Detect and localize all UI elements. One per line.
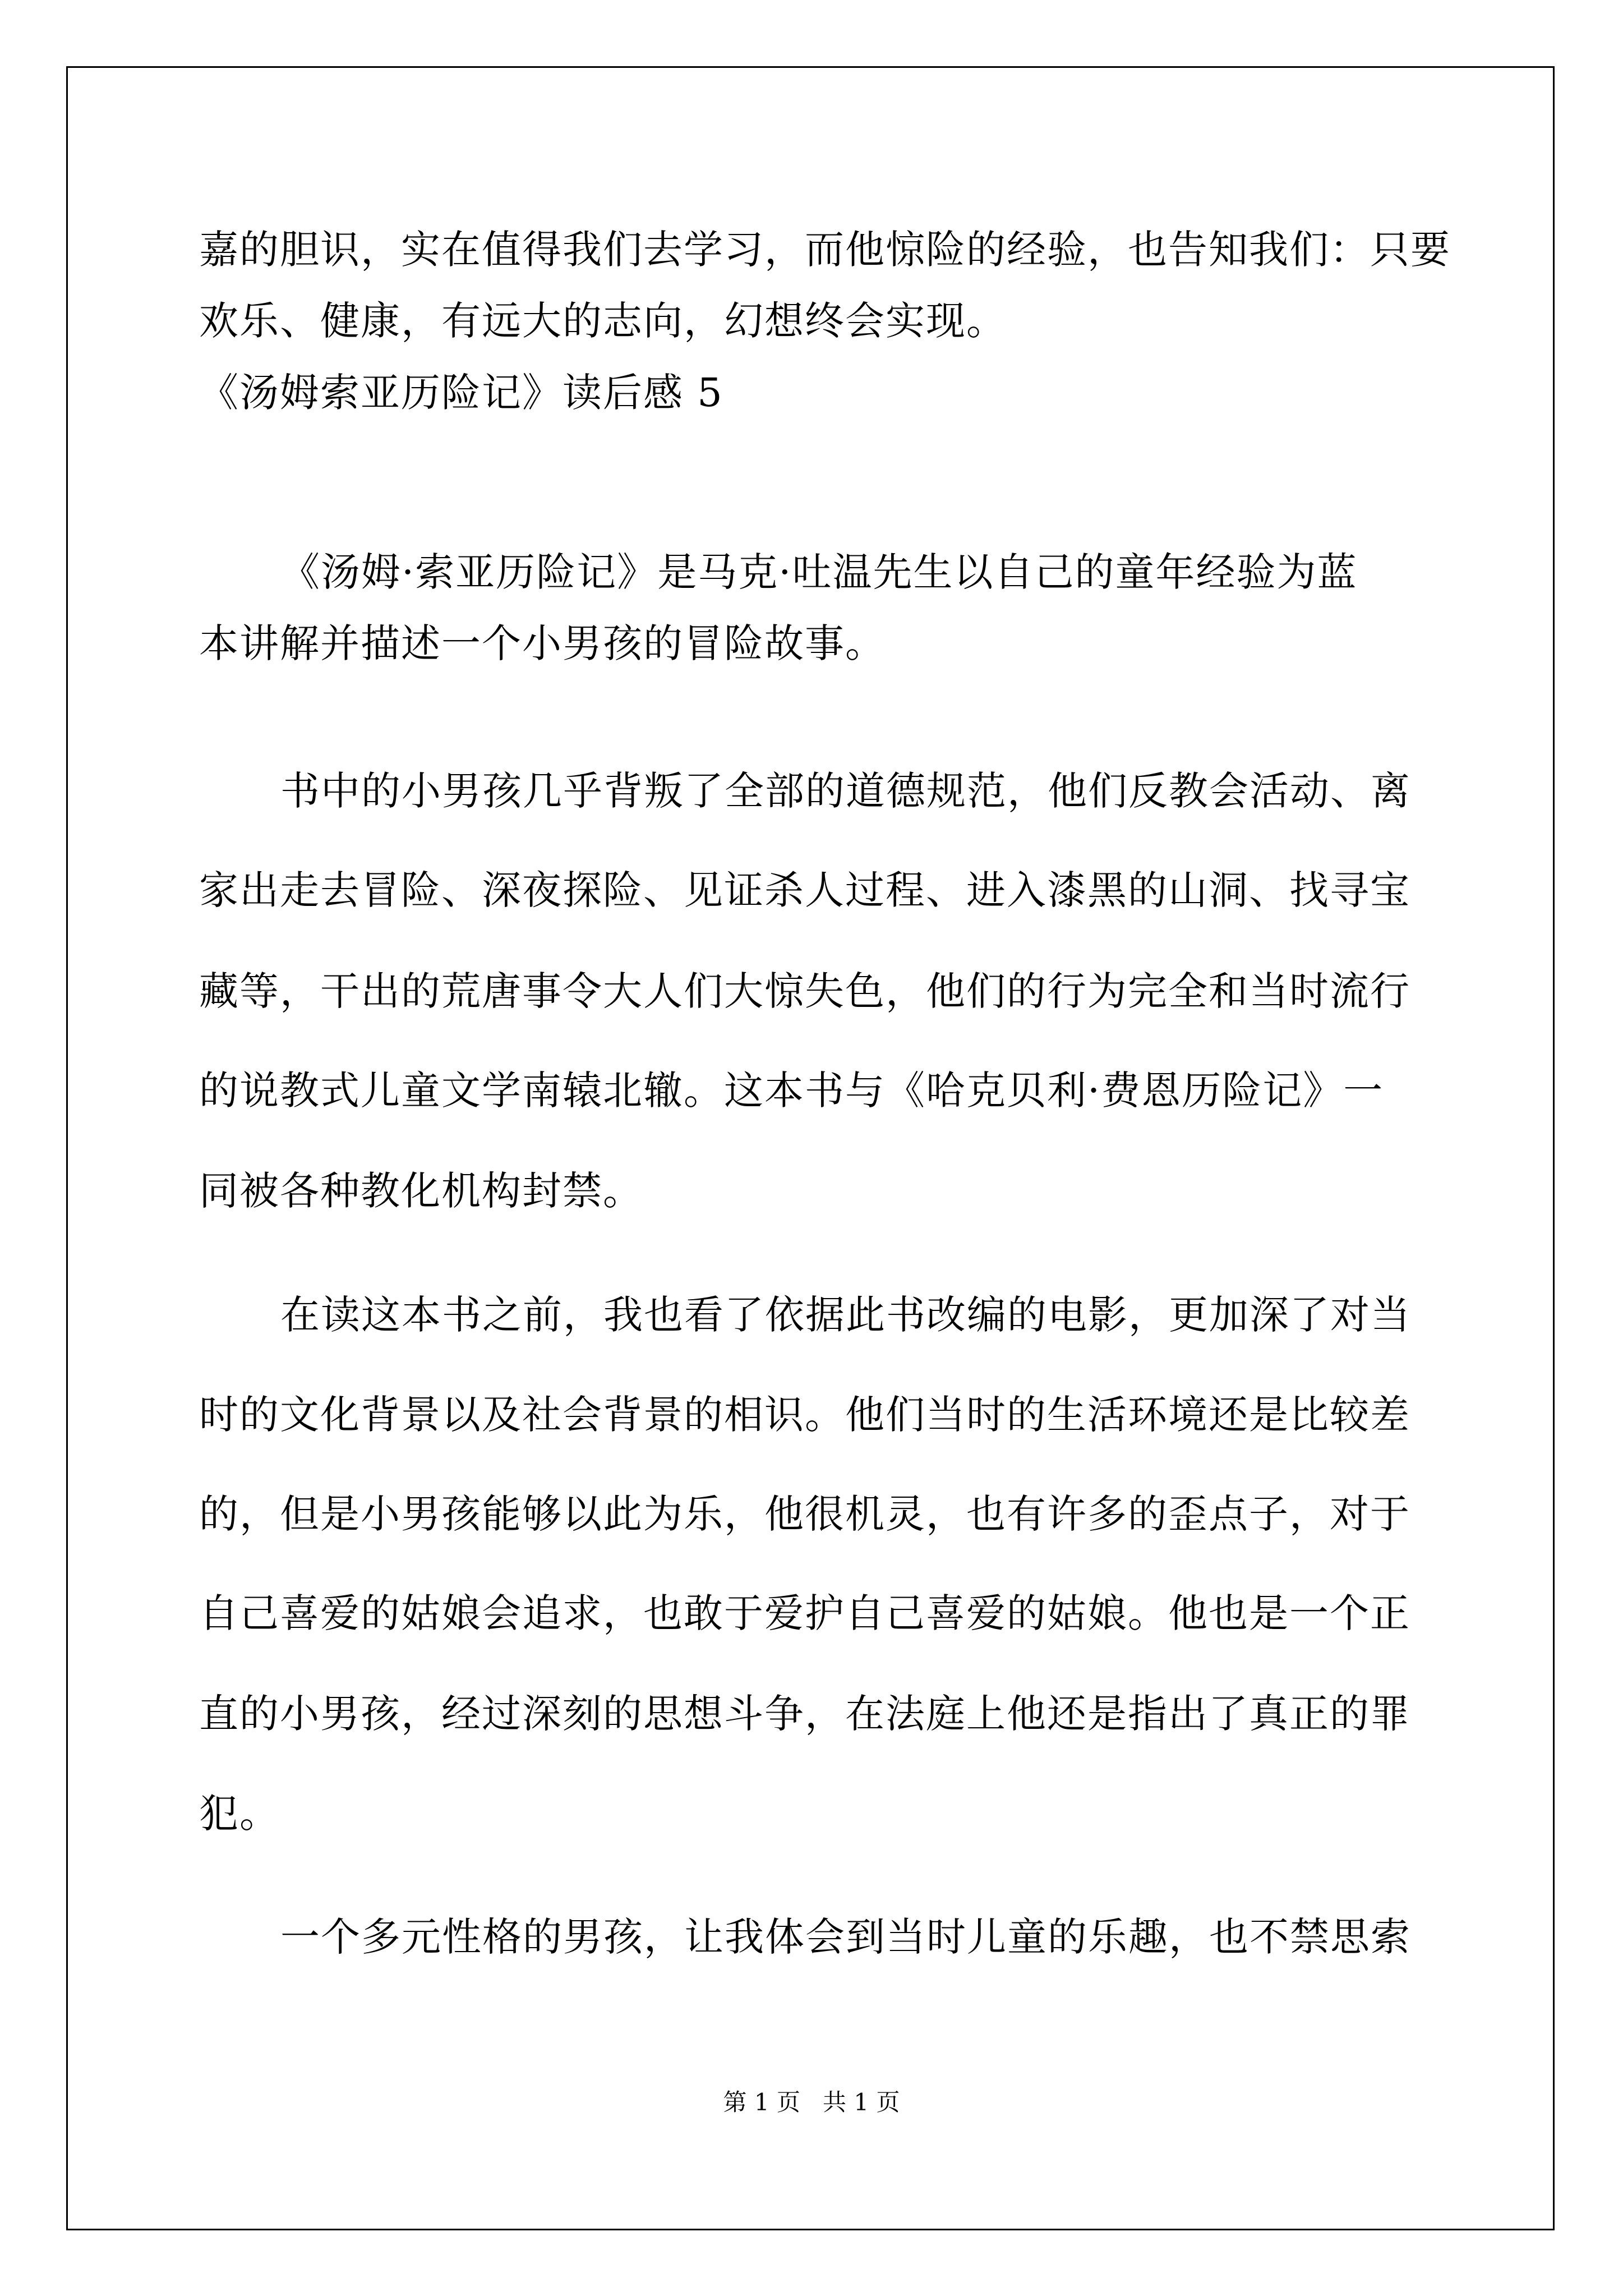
paragraph-first-line: 《汤姆·索亚历险记》是马克·吐温先生以自己的童年经验为蓝: [280, 549, 1358, 595]
paragraph-first-line: 书中的小男孩几乎背叛了全部的道德规范，他们反教会活动、离: [280, 768, 1411, 814]
body-text-line: 嘉的胆识，实在值得我们去学习，而他惊险的经验，也告知我们：只要: [199, 227, 1451, 273]
body-text-line: 家出走去冒险、深夜探险、见证杀人过程、进入漆黑的山洞、找寻宝: [199, 867, 1410, 913]
body-text-line: 直的小男孩，经过深刻的思想斗争，在法庭上他还是指出了真正的罪: [199, 1691, 1410, 1737]
paragraph-first-line: 一个多元性格的男孩，让我体会到当时儿童的乐趣，也不禁思索: [280, 1914, 1411, 1960]
body-text-line: 欢乐、健康，有远大的志向，幻想终会实现。: [199, 298, 1007, 344]
body-text-line: 犯。: [199, 1791, 280, 1837]
body-text-line: 的说教式儿童文学南辕北辙。这本书与《哈克贝利·费恩历险记》一: [199, 1068, 1384, 1114]
body-text-line: 藏等，干出的荒唐事令大人们大惊失色，他们的行为完全和当时流行: [199, 968, 1410, 1014]
body-text-line: 的，但是小男孩能够以此为乐，他很机灵，也有许多的歪点子，对于: [199, 1491, 1410, 1537]
body-text-line: 时的文化背景以及社会背景的相识。他们当时的生活环境还是比较差: [199, 1392, 1410, 1438]
section-heading: 《汤姆索亚历险记》读后感 5: [199, 370, 723, 416]
body-text-line: 自己喜爱的姑娘会追求，也敢于爱护自己喜爱的姑娘。他也是一个正: [199, 1590, 1410, 1636]
body-text-line: 同被各种教化机构封禁。: [199, 1168, 643, 1214]
page-footer: 第 1 页 共 1 页: [723, 2088, 900, 2116]
body-text-line: 本讲解并描述一个小男孩的冒险故事。: [199, 620, 886, 666]
paragraph-first-line: 在读这本书之前，我也看了依据此书改编的电影，更加深了对当: [280, 1292, 1411, 1338]
